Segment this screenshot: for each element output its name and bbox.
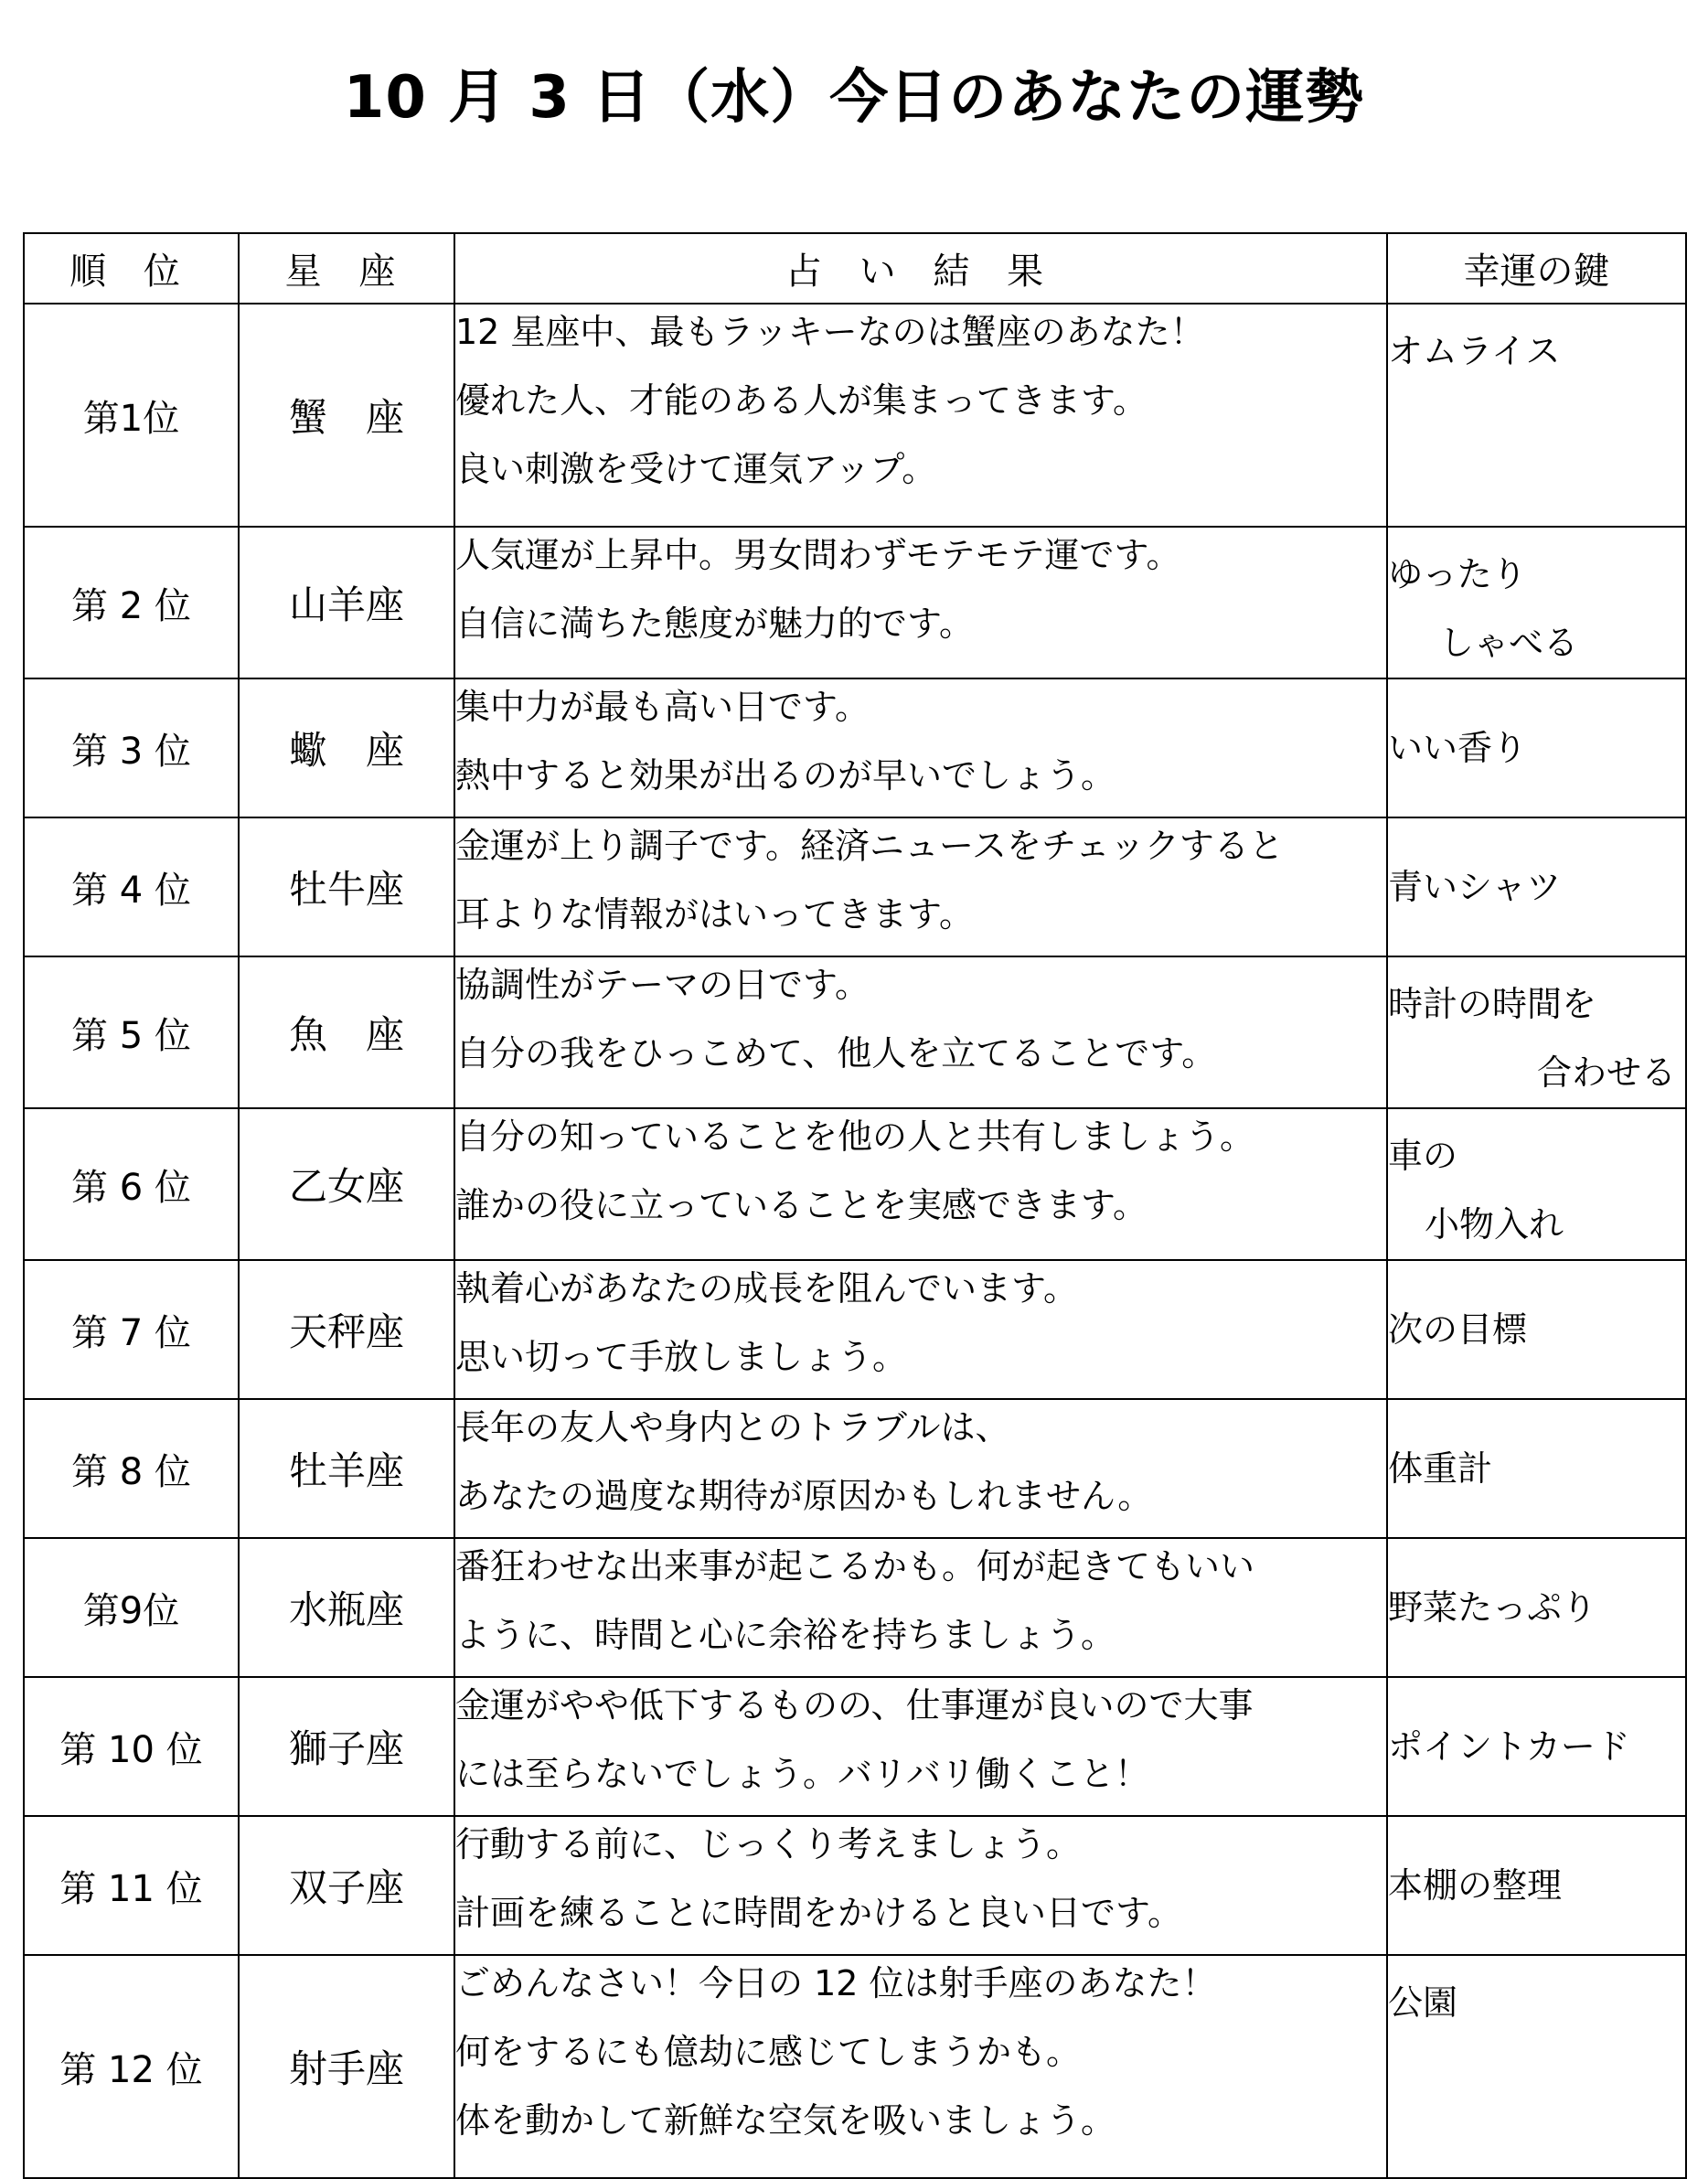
lucky-key-line: ゆったり [1388,554,1527,594]
fortune-result-line: 金運が上り調子です。経済ニュースをチェックすると [455,826,1284,866]
fortune-result-line: には至らないでしょう。バリバリ働くこと！ [455,1754,1149,1794]
fortune-table [23,232,1687,2179]
fortune-result-line: 集中力が最も高い日です。 [455,687,870,727]
fortune-result-line: 番狂わせな出来事が起こるかも。何が起きてもいい [455,1546,1255,1586]
fortune-result-line: 良い刺激を受けて運気アップ。 [455,449,937,489]
lucky-key-cell [1387,1260,1686,1399]
lucky-key-cell [1387,678,1686,817]
lucky-key-line: 合わせる [1536,1052,1676,1093]
fortune-result-line: 優れた人、才能のある人が集まってきます。 [455,380,1148,421]
header-lucky-key: 幸運の鍵 [1387,233,1686,304]
zodiac-sign-cell: 蟹 座 [239,304,454,527]
fortune-result-line: 耳よりな情報がはいってきます。 [455,894,974,935]
fortune-result-line: ように、時間と心に余裕を持ちましょう。 [455,1615,1116,1655]
zodiac-sign-cell: 双子座 [239,1816,454,1955]
fortune-result-line: 何をするにも億劫に感じてしまうかも。 [455,2032,1082,2072]
fortune-result-cell [454,678,1387,817]
fortune-result-line: 人気運が上昇中。男女問わずモテモテ運です。 [455,535,1181,575]
fortune-result-line: あなたの過度な期待が原因かもしれません。 [455,1476,1153,1516]
lucky-key-cell [1387,527,1686,678]
rank-cell: 第 12 位 [24,1955,239,2178]
fortune-result-line: 行動する前に、じっくり考えましょう。 [455,1824,1082,1864]
fortune-result-cell [454,817,1387,956]
table-row [24,1399,1686,1538]
table-row [24,1108,1686,1260]
lucky-key-cell [1387,956,1686,1108]
fortune-result-line: 12 星座中、最もラッキーなのは蟹座のあなた！ [455,312,1205,352]
lucky-key-cell [1387,1399,1686,1538]
rank-cell: 第 5 位 [24,956,239,1108]
rank-cell: 第 6 位 [24,1108,239,1260]
zodiac-sign-cell: 乙女座 [239,1108,454,1260]
lucky-key-line: オムライス [1388,331,1561,371]
table-row [24,527,1686,678]
fortune-result-line: 思い切って手放しましょう。 [455,1337,908,1377]
rank-cell: 第 8 位 [24,1399,239,1538]
zodiac-sign-cell: 射手座 [239,1955,454,2178]
fortune-result-line: 長年の友人や身内とのトラブルは、 [455,1407,1010,1447]
table-row [24,817,1686,956]
lucky-key-line: いい香り [1388,727,1528,768]
lucky-key-line: 小物入れ [1425,1204,1564,1244]
header-sign: 星 座 [239,233,454,304]
table-row [24,678,1686,817]
fortune-result-cell [454,1955,1387,2178]
fortune-result-line: ごめんなさい！今日の 12 位は射手座のあなた！ [455,1963,1217,2003]
rank-cell: 第 7 位 [24,1260,239,1399]
fortune-result-line: 誰かの役に立っていることを実感できます。 [455,1185,1148,1225]
lucky-key-line: 本棚の整理 [1388,1864,1563,1906]
fortune-result-line: 自分の我をひっこめて、他人を立てることです。 [455,1033,1217,1073]
fortune-result-line: 熱中すると効果が出るのが早いでしょう。 [455,755,1116,796]
lucky-key-line: しゃべる [1439,623,1579,663]
fortune-result-cell [454,527,1387,678]
lucky-key-line: 車の [1388,1136,1458,1176]
zodiac-sign-cell: 蠍 座 [239,678,454,817]
lucky-key-cell [1387,817,1686,956]
rank-cell: 第 10 位 [24,1677,239,1816]
fortune-result-cell [454,1677,1387,1816]
fortune-result-cell [454,956,1387,1108]
rank-cell: 第 4 位 [24,817,239,956]
zodiac-sign-cell: 水瓶座 [239,1538,454,1677]
lucky-key-line: 野菜たっぷり [1388,1586,1597,1628]
zodiac-sign-cell: 山羊座 [239,527,454,678]
rank-cell: 第 2 位 [24,527,239,678]
fortune-result-line: 体を動かして新鮮な空気を吸いましょう。 [455,2100,1116,2141]
rank-cell: 第 11 位 [24,1816,239,1955]
rank-cell: 第1位 [24,304,239,527]
table-row [24,304,1686,527]
fortune-result-cell [454,304,1387,527]
fortune-result-line: 執着心があなたの成長を阻んでいます。 [455,1268,1078,1308]
fortune-result-line: 金運がやや低下するものの、仕事運が良いので大事 [455,1685,1254,1725]
table-row [24,1677,1686,1816]
table-row [24,1260,1686,1399]
lucky-key-line: 体重計 [1388,1447,1493,1489]
lucky-key-cell [1387,1955,1686,2178]
table-header-row [24,233,1686,304]
table-row [24,1538,1686,1677]
zodiac-sign-cell: 天秤座 [239,1260,454,1399]
zodiac-sign-cell: 魚 座 [239,956,454,1108]
fortune-result-line: 協調性がテーマの日です。 [455,965,870,1005]
fortune-result-cell [454,1108,1387,1260]
lucky-key-cell [1387,1108,1686,1260]
zodiac-sign-cell: 牡牛座 [239,817,454,956]
lucky-key-line: 青いシャツ [1388,866,1562,907]
table-row [24,1955,1686,2178]
fortune-result-cell [454,1816,1387,1955]
header-rank: 順 位 [24,233,239,304]
lucky-key-cell [1387,1538,1686,1677]
lucky-key-line: 次の目標 [1388,1308,1528,1350]
fortune-result-cell [454,1260,1387,1399]
page-title: 10 月 3 日（水）今日のあなたの運勢 [343,64,1365,132]
fortune-result-line: 自信に満ちた態度が魅力的です。 [455,603,974,644]
rank-cell: 第9位 [24,1538,239,1677]
lucky-key-cell [1387,1816,1686,1955]
lucky-key-line: 時計の時間を [1388,984,1597,1024]
fortune-result-cell [454,1399,1387,1538]
lucky-key-cell [1387,1677,1686,1816]
zodiac-sign-cell: 獅子座 [239,1677,454,1816]
header-result: 占 い 結 果 [454,233,1387,304]
table-row [24,1816,1686,1955]
fortune-result-line: 計画を練ることに時間をかけると良い日です。 [455,1893,1182,1933]
fortune-result-line: 自分の知っていることを他の人と共有しましょう。 [455,1116,1255,1157]
fortune-result-cell [454,1538,1387,1677]
lucky-key-line: ポイントカード [1388,1725,1630,1767]
table-row [24,956,1686,1108]
lucky-key-cell [1387,304,1686,527]
zodiac-sign-cell: 牡羊座 [239,1399,454,1538]
lucky-key-line: 公園 [1388,1982,1458,2023]
rank-cell: 第 3 位 [24,678,239,817]
